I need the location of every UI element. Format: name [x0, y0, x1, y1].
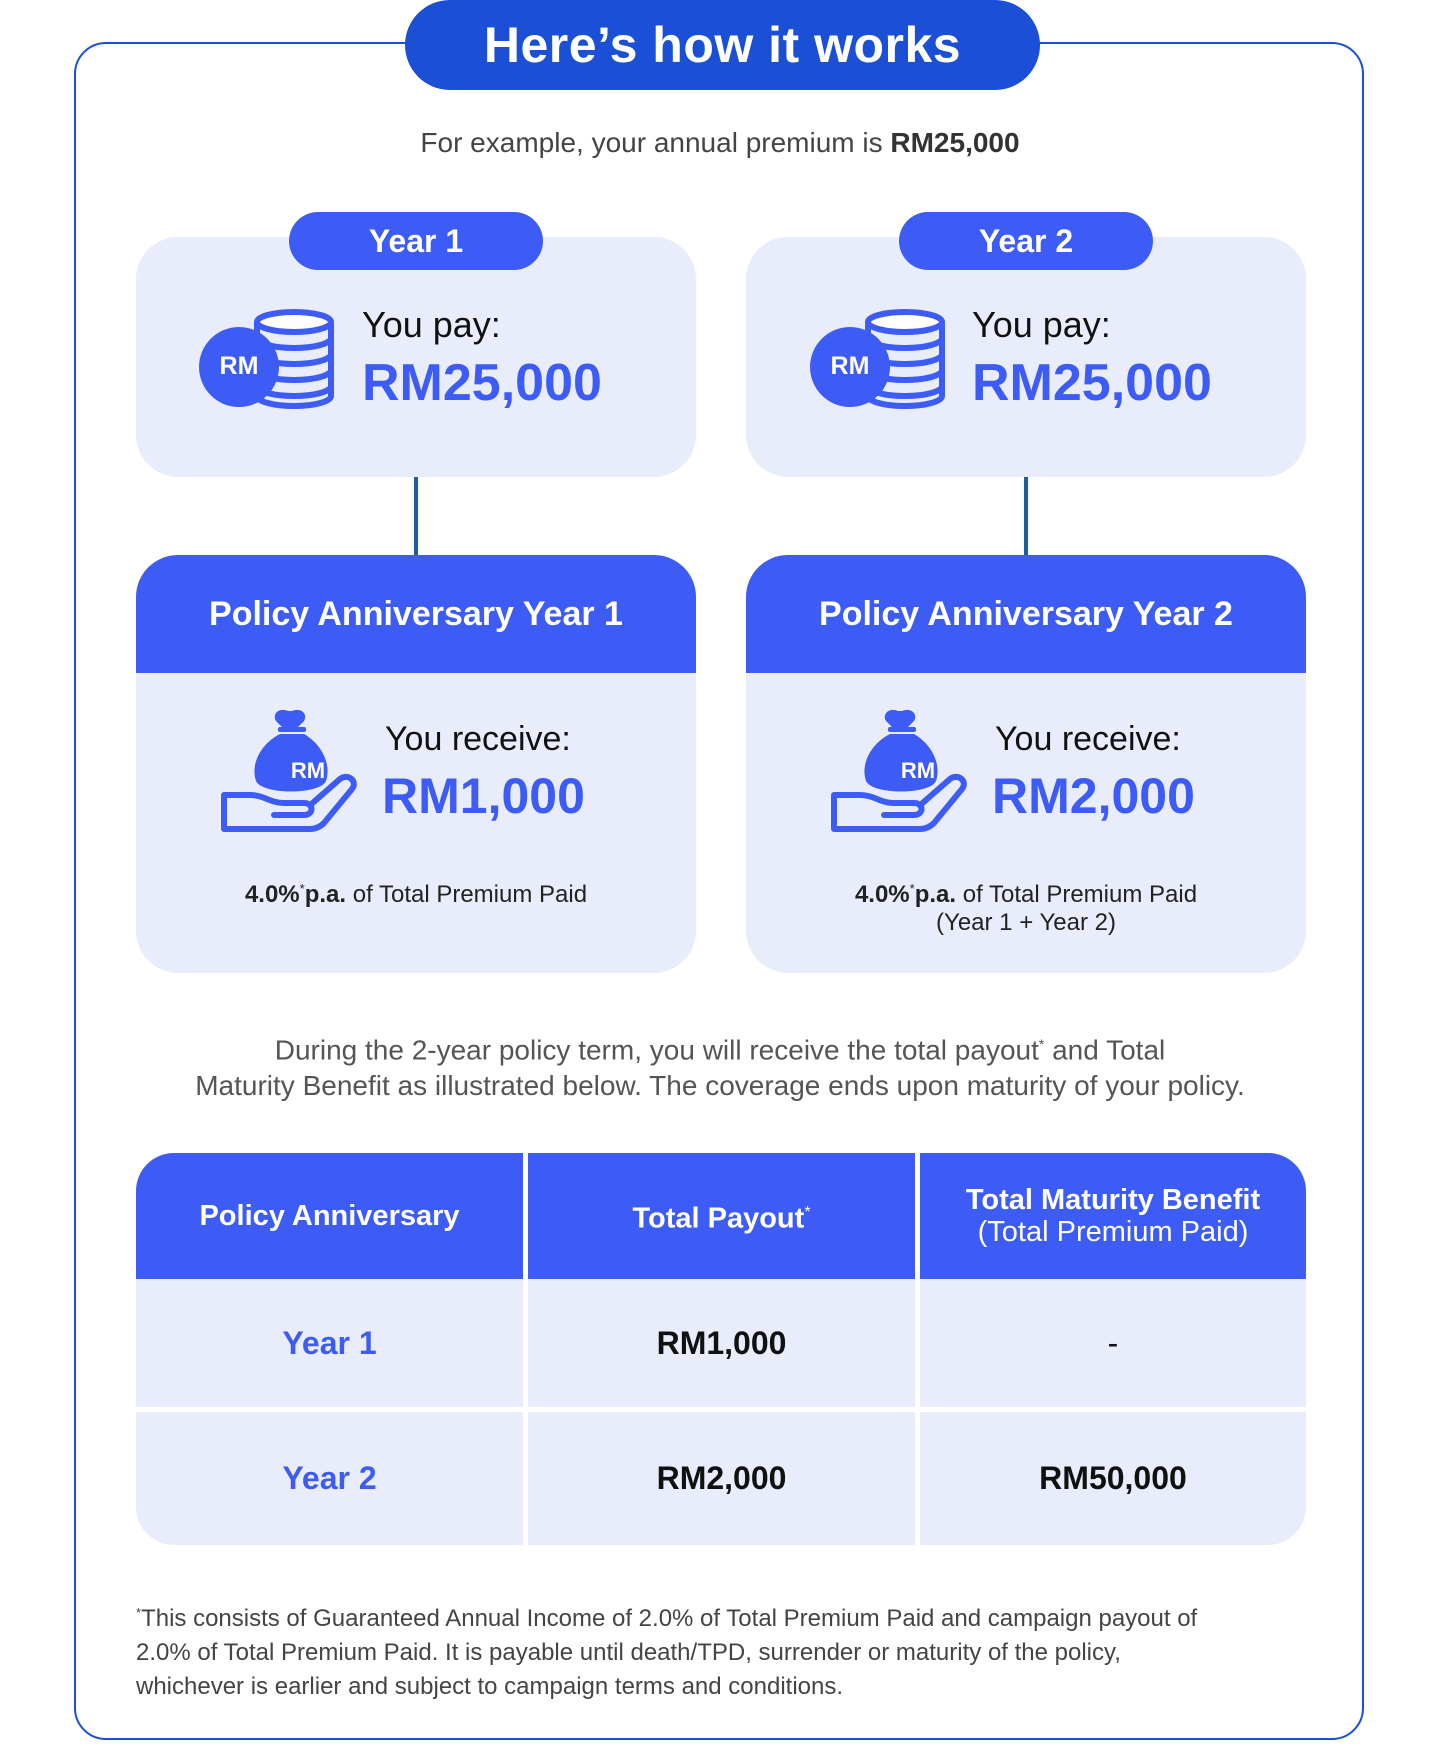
receive-amount-1: RM1,000 — [382, 768, 585, 824]
anniversary-card-year-2 — [746, 555, 1306, 973]
payout-table — [136, 1153, 1306, 1545]
receive-amount-2: RM2,000 — [992, 768, 1195, 824]
year-pill-2: Year 2 — [899, 212, 1153, 270]
header-col3-sub: (Total Premium Paid) — [977, 1216, 1249, 1248]
receive-label-1: You receive: — [385, 720, 571, 758]
header-col2-mark: * — [804, 1204, 811, 1222]
table-cell-maturity: - — [1107, 1324, 1119, 1361]
footnote-mark: * — [136, 1605, 142, 1620]
footnote-line1-text: This consists of Guaranteed Annual Income of 2.0% of Total Premium Paid and campaign payout of — [141, 1605, 1198, 1632]
table-divider — [915, 1153, 920, 1545]
intro-amount: RM25,000 — [890, 127, 1020, 158]
description-line2: Maturity Benefit as illustrated below. The coverage ends upon maturity of your policy. — [195, 1070, 1245, 1102]
header-col2-label: Total Payout — [632, 1202, 805, 1235]
anniversary-title-2: Policy Anniversary Year 2 — [746, 555, 1306, 673]
rate-mark: * — [909, 881, 915, 896]
rate-note-2-line2: (Year 1 + Year 2) — [936, 909, 1116, 936]
rate-rest: of Total Premium Paid — [346, 881, 588, 908]
rate-suffix: p.a. — [304, 881, 347, 908]
rate-note-1 — [136, 872, 696, 912]
table-cell-payout: RM1,000 — [656, 1324, 787, 1361]
description-line1-b: and Total — [1044, 1034, 1166, 1066]
page-title: Here’s how it works — [405, 0, 1040, 90]
rate-mark: * — [299, 881, 305, 896]
footnote-line3: whichever is earlier and subject to campaign terms and conditions. — [136, 1673, 844, 1700]
anniversary-card-year-1 — [136, 555, 696, 973]
table-cell-year: Year 1 — [282, 1324, 377, 1361]
description — [0, 1026, 1440, 1104]
connector-line-1 — [414, 477, 418, 555]
intro-prefix: For example, your annual premium is — [420, 127, 891, 158]
pay-label-1: You pay: — [362, 304, 501, 345]
coin-rm-label: RM — [219, 352, 259, 380]
intro-text — [0, 127, 1440, 159]
rate-rest: of Total Premium Paid — [956, 881, 1198, 908]
header-col1-label: Policy Anniversary — [199, 1200, 460, 1232]
table-cell-maturity: RM50,000 — [1039, 1460, 1187, 1496]
table-header-total-payout — [528, 1153, 915, 1279]
table-header-total-maturity — [920, 1153, 1306, 1279]
money-bag-rm-label: RM — [290, 758, 326, 783]
coin-rm-label: RM — [830, 352, 870, 380]
footnote-line1 — [136, 1596, 1316, 1636]
table-cell-year: Year 2 — [282, 1460, 377, 1496]
table-divider — [523, 1153, 528, 1545]
description-line1 — [0, 1026, 1440, 1068]
money-bag-rm-label: RM — [900, 758, 936, 783]
anniversary-title-1: Policy Anniversary Year 1 — [136, 555, 696, 673]
year-pill-1: Year 1 — [289, 212, 543, 270]
rate-value: 4.0% — [854, 881, 910, 908]
rate-value: 4.0% — [244, 881, 300, 908]
description-line1-a: During the 2-year policy term, you will receive the total payout — [274, 1034, 1039, 1066]
receive-label-2: You receive: — [995, 720, 1181, 758]
description-mark: * — [1038, 1036, 1045, 1052]
connector-line-2 — [1024, 477, 1028, 555]
footnote — [136, 1596, 1316, 1704]
footnote-line2: 2.0% of Total Premium Paid. It is payable until death/TPD, surrender or maturity of the policy, — [136, 1639, 1121, 1666]
pay-amount-1: RM25,000 — [362, 354, 602, 412]
rate-suffix: p.a. — [914, 881, 957, 908]
table-divider — [136, 1407, 1306, 1412]
table-cell-payout: RM2,000 — [656, 1460, 787, 1496]
table-header-policy-anniversary — [136, 1153, 523, 1279]
pay-amount-2: RM25,000 — [972, 354, 1212, 412]
header-col2-wrap — [632, 1197, 810, 1235]
pay-label-2: You pay: — [972, 304, 1111, 345]
header-col3-label: Total Maturity Benefit — [965, 1184, 1261, 1216]
